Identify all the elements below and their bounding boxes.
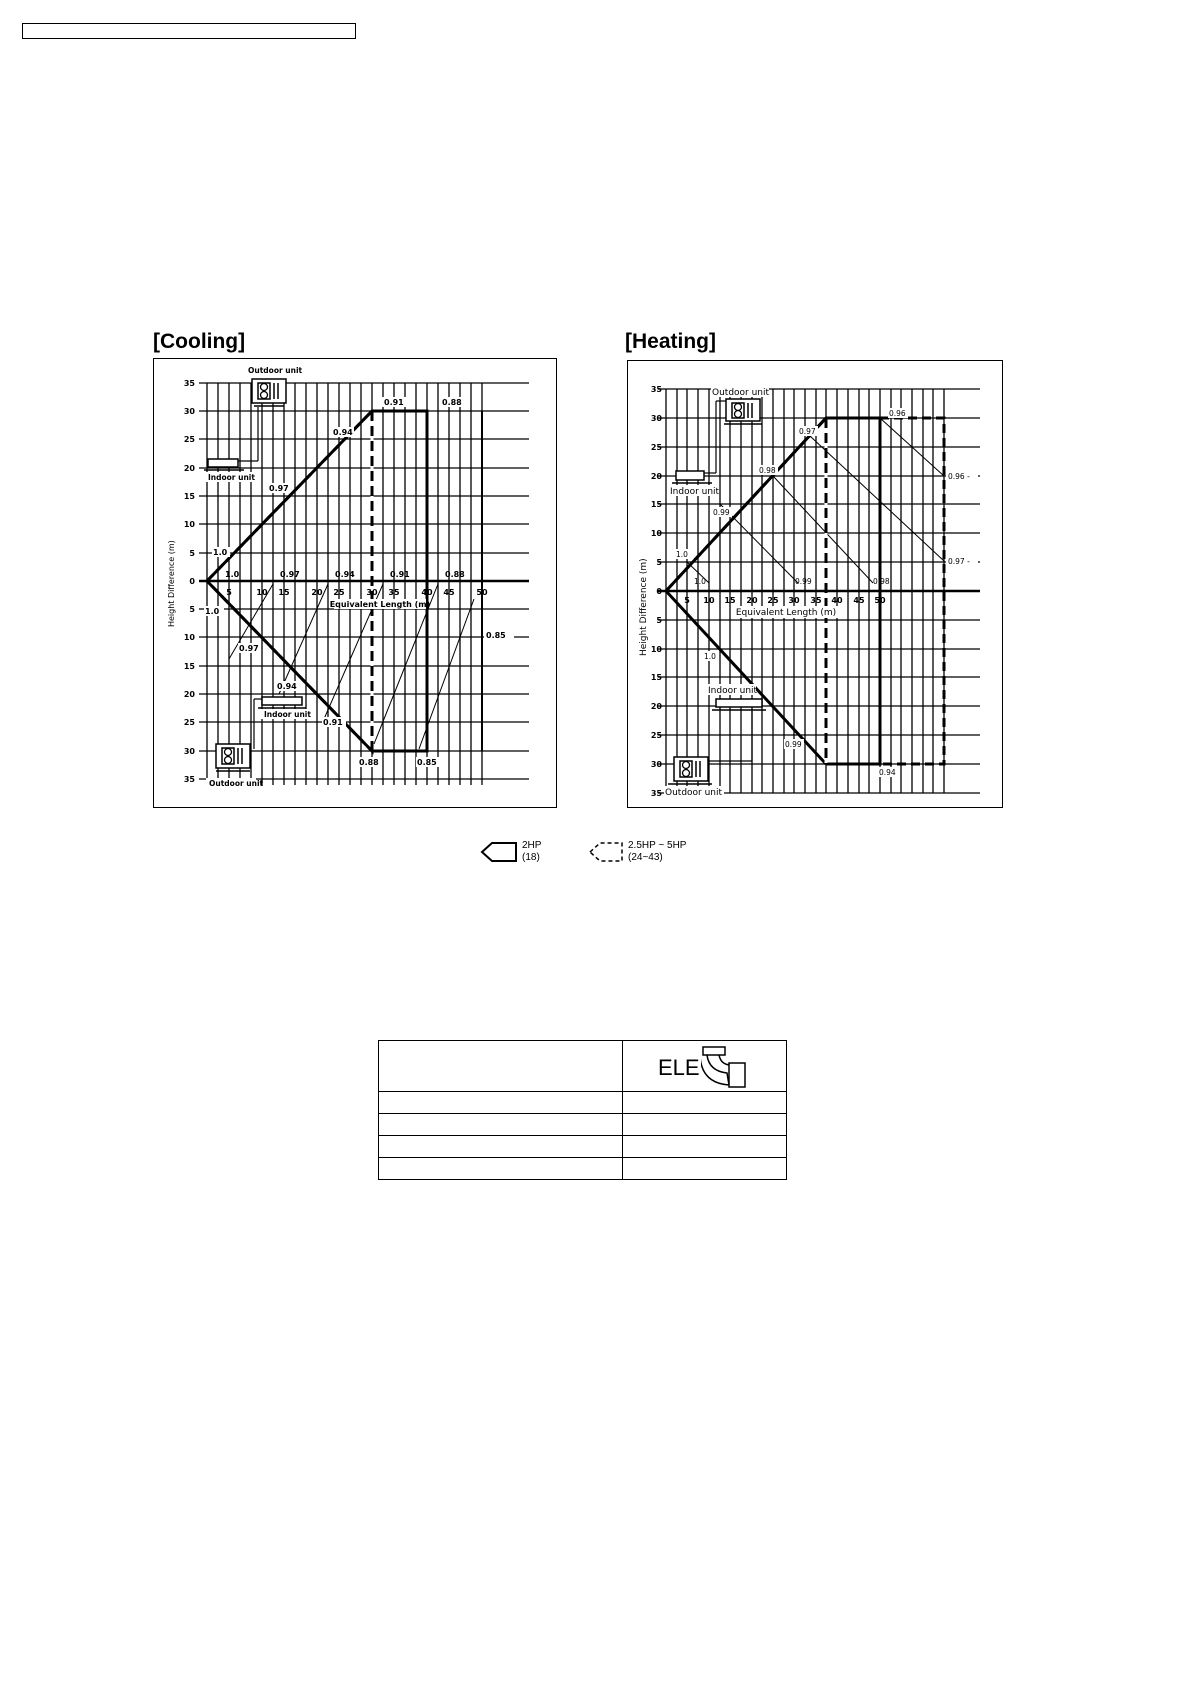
cooling-factor: 0.91: [390, 570, 410, 579]
cooling-xtick: 10: [256, 588, 268, 597]
heating-ytick: 0: [656, 587, 662, 596]
cooling-factor: 0.97: [239, 644, 259, 653]
heating-ytick: 25: [650, 731, 662, 740]
header-box: [22, 23, 356, 39]
legend-solid-text: [522, 840, 541, 864]
legend-solid-line2: (18): [522, 852, 540, 863]
legend-dashed-line2: (24~43): [628, 852, 663, 863]
heating-xtick: 50: [874, 596, 886, 605]
table-cell: [379, 1158, 623, 1180]
heating-ytick: 35: [650, 385, 662, 394]
table-cell: [623, 1158, 787, 1180]
heating-ytick: 5: [656, 558, 662, 567]
heating-title: [Heating]: [625, 330, 716, 353]
cooling-ytick: 25: [183, 718, 195, 727]
heating-ytick: 30: [650, 414, 662, 423]
legend-dashed-icon: [588, 841, 624, 863]
cooling-ytick: 25: [183, 435, 195, 444]
cooling-factor: 0.94: [333, 428, 353, 437]
table-row: [379, 1136, 787, 1158]
heating-xtick: 35: [810, 596, 822, 605]
cooling-xtick: 5: [226, 588, 232, 597]
cooling-outdoor-bottom-label: Outdoor unit: [209, 779, 264, 788]
ele-label: ELE: [658, 1055, 700, 1080]
cooling-y-axis-label: Height Difference (m): [167, 540, 176, 627]
table-cell: [623, 1092, 787, 1114]
table-cell: [379, 1114, 623, 1136]
heating-ytick: 15: [650, 673, 662, 682]
cooling-xtick: 45: [443, 588, 455, 597]
cooling-xtick: 35: [388, 588, 400, 597]
heating-factor: 1.0: [704, 652, 716, 661]
table-row: [379, 1158, 787, 1180]
legend-solid-icon: [480, 841, 520, 863]
table-row: [379, 1092, 787, 1114]
cooling-xtick: 50: [476, 588, 488, 597]
cooling-ytick: 20: [183, 690, 195, 699]
heating-chart: [627, 360, 1003, 808]
cooling-title: [Cooling]: [153, 330, 246, 353]
heating-factor: 0.99: [785, 740, 802, 749]
cooling-factor: 0.91: [323, 718, 343, 727]
table-cell: [623, 1136, 787, 1158]
heating-indoor-top-label: Indoor unit: [670, 487, 720, 497]
cooling-factor: 1.0: [205, 607, 220, 616]
cooling-chart-svg: [154, 359, 558, 809]
table-row: [379, 1114, 787, 1136]
heating-ytick: 25: [650, 443, 662, 452]
heating-factor: 0.98: [873, 577, 890, 586]
heating-xtick: 20: [746, 596, 758, 605]
cooling-indoor-bottom-label: Indoor unit: [264, 710, 311, 719]
cooling-grid: [199, 383, 529, 785]
table-cell: [623, 1114, 787, 1136]
cooling-ytick: 0: [189, 577, 195, 586]
cooling-factor: 1.0: [225, 570, 240, 579]
cooling-factor: 0.85: [417, 758, 437, 767]
cooling-factor: 0.91: [384, 398, 404, 407]
cooling-xtick: 40: [421, 588, 433, 597]
cooling-factor: 0.88: [359, 758, 379, 767]
cooling-factor: 1.0: [213, 548, 228, 557]
heating-xtick: 25: [767, 596, 779, 605]
cooling-ytick: 10: [183, 633, 195, 642]
heating-ytick: 20: [650, 702, 662, 711]
cooling-xtick: 20: [311, 588, 323, 597]
cooling-factor: 0.88: [442, 398, 462, 407]
heating-factor: 0.99: [795, 577, 812, 586]
cooling-ytick: 5: [189, 605, 195, 614]
legend-solid-line1: 2HP: [522, 840, 542, 851]
heating-indoor-bottom-label: Indoor unit: [708, 686, 758, 696]
heating-xtick: 5: [684, 596, 690, 605]
heating-ytick: 20: [650, 472, 662, 481]
cooling-factor: 0.97: [280, 570, 300, 579]
heating-ytick: 35: [650, 789, 662, 798]
heating-factor: 0.94: [879, 768, 896, 777]
cooling-ytick: 15: [183, 662, 195, 671]
table-header-blank: [379, 1041, 623, 1092]
cooling-ytick: 35: [183, 775, 195, 784]
cooling-factor: 0.94: [335, 570, 355, 579]
cooling-factor: 0.88: [445, 570, 465, 579]
heating-factor: 0.98: [759, 466, 776, 475]
elbow-pipe-icon: [701, 1045, 749, 1089]
heating-chart-svg: [628, 361, 1004, 809]
table-cell: [379, 1092, 623, 1114]
heating-xtick: 10: [703, 596, 715, 605]
heating-xtick: 15: [724, 596, 736, 605]
cooling-ytick: 15: [183, 492, 195, 501]
heating-outdoor-top-label: Outdoor unit: [712, 388, 770, 398]
table-cell: [379, 1136, 623, 1158]
cooling-x-axis-label: Equivalent Length (m): [329, 600, 431, 609]
table-header-ele: [623, 1041, 787, 1092]
heating-factor: 0.97: [799, 427, 816, 436]
cooling-ytick: 20: [183, 464, 195, 473]
legend-dashed-line1: 2.5HP ~ 5HP: [628, 840, 687, 851]
cooling-xtick: 25: [333, 588, 345, 597]
cooling-ytick: 30: [183, 747, 195, 756]
cooling-xtick: 15: [278, 588, 290, 597]
indoor-unit-icon: [258, 697, 306, 708]
heating-factor: 0.96: [889, 409, 906, 418]
cooling-factor: 0.85: [486, 631, 506, 640]
heating-x-axis-label: Equivalent Length (m): [735, 608, 837, 618]
heating-factor: 0.99: [713, 508, 730, 517]
cooling-factor: 0.97: [269, 484, 289, 493]
heating-xtick: 30: [788, 596, 800, 605]
cooling-factor: 0.94: [277, 682, 297, 691]
heating-ytick: 10: [650, 645, 662, 654]
heating-y-axis-label: Height Difference (m): [639, 558, 649, 656]
ele-table: [378, 1040, 787, 1180]
outdoor-unit-icon: [216, 744, 250, 771]
heating-xtick: 40: [831, 596, 843, 605]
heating-outdoor-bottom-label: Outdoor unit: [665, 788, 723, 798]
heating-factor: 1.0: [676, 550, 688, 559]
cooling-xtick: 30: [366, 588, 378, 597]
outdoor-unit-icon: [724, 399, 762, 424]
outdoor-unit-icon: [252, 379, 286, 406]
heating-ytick: 30: [650, 760, 662, 769]
cooling-outdoor-top-label: Outdoor unit: [248, 366, 303, 375]
heating-ytick: 5: [656, 616, 662, 625]
heating-factor: 0.96 -: [948, 472, 970, 481]
cooling-indoor-top-label: Indoor unit: [208, 473, 255, 482]
cooling-ytick: 30: [183, 407, 195, 416]
legend-dashed-text: [628, 840, 686, 864]
cooling-ytick: 35: [183, 379, 195, 388]
heating-factor: 1.0: [694, 577, 706, 586]
outdoor-unit-icon: [668, 757, 712, 784]
heating-factor: 0.97 -: [948, 557, 970, 566]
heating-xtick: 45: [853, 596, 865, 605]
cooling-ytick: 10: [183, 520, 195, 529]
cooling-ytick: 5: [189, 549, 195, 558]
heating-ytick: 15: [650, 500, 662, 509]
cooling-chart: [153, 358, 557, 808]
heating-ytick: 10: [650, 529, 662, 538]
